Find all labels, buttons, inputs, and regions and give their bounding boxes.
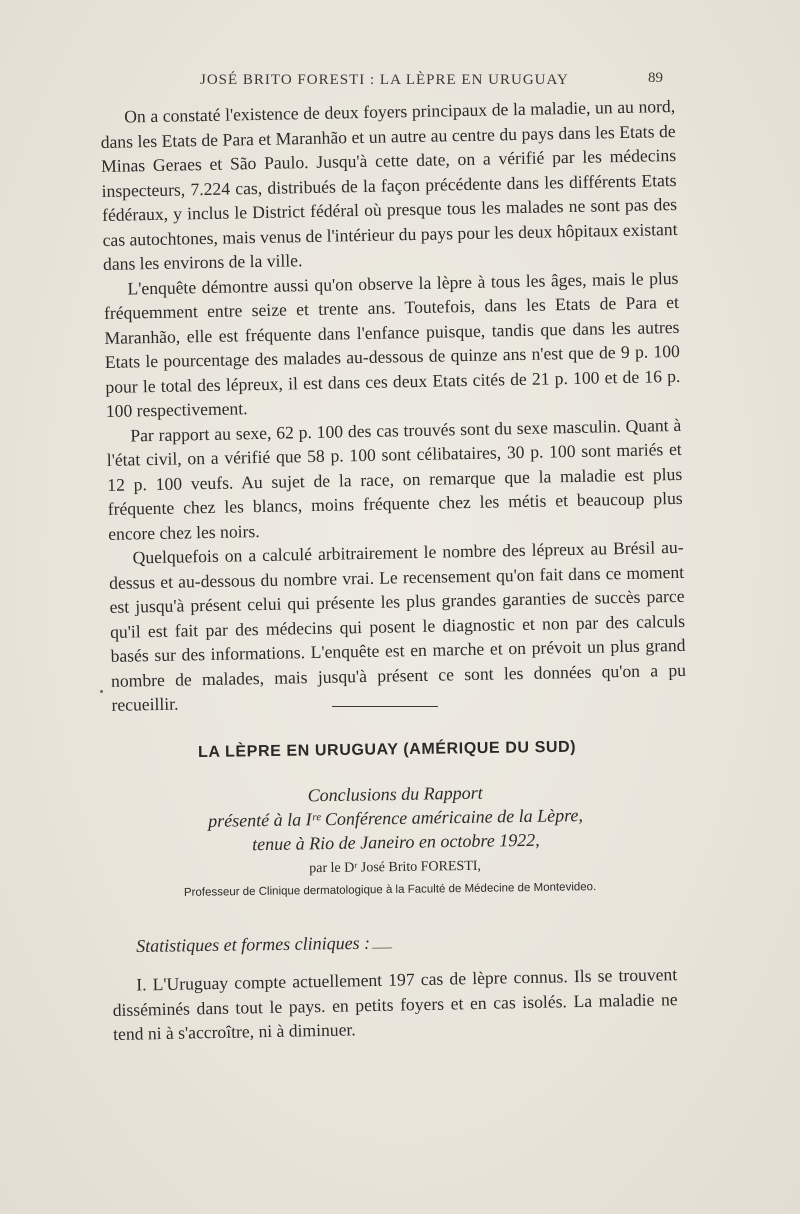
- running-head: JOSÉ BRITO FORESTI : LA LÈPRE EN URUGUAY: [200, 72, 569, 88]
- subtitle-line: Conclusions du Rapport: [307, 782, 483, 806]
- section-body: [112, 962, 678, 1046]
- section-divider: [332, 706, 438, 707]
- heading-underline: [372, 947, 392, 948]
- paragraph: L'enquête démontre aussi qu'on observe la lèpre à tous les âges, mais le plus fréquemment entre seize et trente ans. Toutefois, dans les Etats de Para et Maranhão, elle est fréquente dans l'enfance puisque, tandis que dans les autres Etats le pourcentage des malades au-dessous de quinze ans n'est que de 9 p. 100 pour le total des lépreux, il est dans ces deux Etats cités de 21 p. 100 et de 16 p. 100 respectivement.: [103, 267, 681, 421]
- author-line: par le Dʳ José Brito FORESTI,: [309, 858, 482, 877]
- article-title: LA LÈPRE EN URUGUAY (AMÉRIQUE DU SUD): [198, 738, 577, 761]
- page-number: 89: [648, 70, 663, 86]
- author-affiliation: Professeur de Clinique dermatologique à la Faculté de Médecine de Montevideo.: [183, 881, 597, 899]
- paragraph: On a constaté l'existence de deux foyers principaux de la maladie, un au nord, dans les Etats de Para et Maranhão et un autre au centre du pays dans les Etats de Minas Geraes et São Paulo. Jusqu'à cette date, on a vérifié par les médecins inspecteurs, 7.224 cas, distribués de la façon précédente dans les différents Etats fédéraux, y inclus le District fédéral où presque tous les malades ne sont pas des cas autochtones, mais venus de l'intérieur du pays pour les deux hôpitaux existant dans les environs de la ville.: [100, 95, 678, 274]
- body-text: [100, 94, 687, 717]
- paragraph: I. L'Uruguay compte actuellement 197 cas de lèpre connus. Ils se trouvent disséminés dans tout le pays. en petits foyers et en cas isolés. La maladie ne tend ni à s'accroître, ni à diminuer.: [112, 964, 678, 1044]
- article-subtitle: [160, 778, 631, 857]
- section-heading: [136, 932, 392, 957]
- section-heading-text: Statistiques et formes cliniques :: [136, 932, 371, 956]
- subtitle-line: tenue à Rio de Janeiro en octobre 1922,: [252, 829, 540, 855]
- subtitle-line: présenté à la Iʳᵉ Conférence américaine de la Lèpre,: [208, 805, 584, 831]
- ink-speck: [100, 690, 103, 693]
- paragraph: Quelquefois on a calculé arbitrairement le nombre des lépreux au Brésil au-dessus et au-dessous du nombre vrai. Le recensement qu'on fait dans ce moment est jusqu'à présent celui qui présente les plus grandes garanties de succès parce qu'il est fait par des médecins qui posent le diagnostic et non par des calculs basés sur des informations. L'enquête est en marche et on prévoit un plus grand nombre de malades, mais jusqu'à présent ce sont les données qu'on a pu recueillir.: [108, 536, 687, 715]
- paragraph: Par rapport au sexe, 62 p. 100 des cas trouvés sont du sexe masculin. Quant à l'état civil, on a vérifié que 58 p. 100 sont célibataires, 30 p. 100 sont mariés et 12 p. 100 veufs. Au sujet de la race, on remarque que la maladie est plus fréquente chez les blancs, moins fréquente chez les métis et beaucoup plus encore chez les noirs.: [106, 414, 683, 544]
